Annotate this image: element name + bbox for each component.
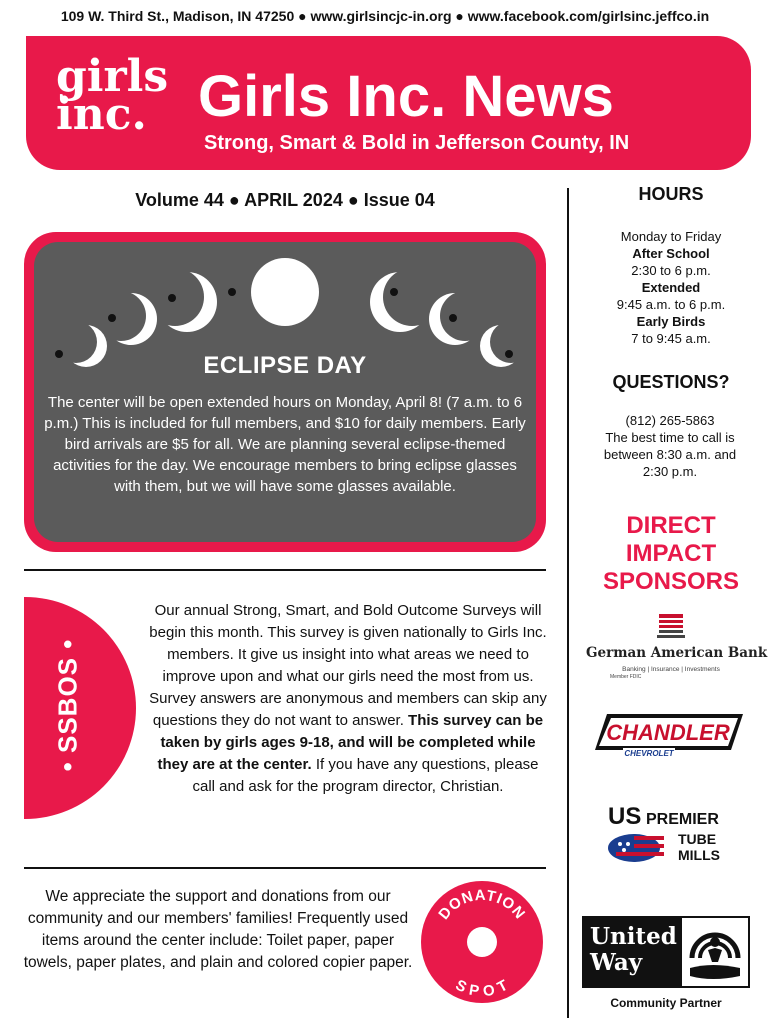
german-american-bank-logo [586, 612, 768, 680]
hours-early-time: 7 to 9:45 a.m. [631, 331, 711, 346]
eclipse-day-box [24, 232, 546, 552]
badge-bottom-text: SPOT [452, 976, 512, 1001]
hours-days: Monday to Friday [620, 229, 722, 244]
issue-line: Volume 44 ● APRIL 2024 ● Issue 04 [135, 190, 435, 210]
chandler-name: CHANDLER [606, 720, 730, 745]
ssbos-label: • SSBOS • [52, 638, 83, 772]
badge-center-icon [467, 927, 497, 957]
dot-icon [108, 314, 116, 322]
sponsors-heading-line1: DIRECT [626, 512, 716, 539]
questions-heading: QUESTIONS? [612, 372, 730, 392]
contact-line: 109 W. Third St., Madison, IN 47250 ● www.girlsincjc-in.org ● www.facebook.com/girlsinc.jeffco.in [60, 8, 710, 24]
gab-name: German American Bank [586, 645, 768, 661]
questions-section [576, 372, 766, 393]
united-way-hand-icon [682, 918, 748, 986]
flag-icon [608, 834, 664, 862]
ssbos-body-plain: Our annual Strong, Smart, and Bold Outcome Surveys will begin this month. This survey is given nationally to Girls Inc. members. It give us insight into what areas we need to improve upon and what our girls need the most from us. Survey answers are anonymous and members can skip any questions they do not want to answer. [149, 602, 547, 729]
donation-spot-badge [420, 880, 544, 1004]
hours-after-school-time: 2:30 to 6 p.m. [631, 263, 711, 278]
moon-crescent-4-icon [370, 272, 430, 332]
hours-list [576, 228, 766, 347]
sponsors-heading-line2: IMPACT [625, 540, 717, 567]
full-moon-icon [251, 258, 319, 326]
uw-wordmark [590, 924, 677, 976]
gab-fdic: Member FDIC [610, 674, 642, 680]
dot-icon [390, 288, 398, 296]
questions-phone: (812) 265-5863 [625, 413, 715, 428]
newsletter-title: Girls Inc. News [198, 64, 614, 129]
hours-after-school-label: After School [632, 246, 710, 261]
section-divider [24, 867, 546, 869]
us-premier-tube-mills-logo [606, 800, 736, 864]
sponsors-heading [576, 512, 766, 596]
sponsors-heading-line3: SPONSORS [602, 568, 740, 595]
us-line1: US [608, 803, 642, 830]
hours-section [576, 184, 766, 205]
hours-heading: HOURS [638, 184, 704, 204]
section-divider [24, 569, 546, 571]
uw-line2: Way [590, 949, 643, 976]
girls-inc-logo [56, 51, 176, 140]
bank-building-icon [651, 612, 691, 640]
questions-note: The best time to call is between 8:30 a.m. and 2:30 p.m. [603, 430, 737, 479]
us-line3: TUBE [678, 831, 717, 847]
chandler-sub: CHEVROLET [624, 749, 674, 758]
ssbos-body [148, 600, 548, 798]
moon-crescent-3-icon [157, 272, 217, 332]
eclipse-title: ECLIPSE DAY [203, 352, 367, 379]
logo-line-girls: girls [56, 51, 169, 102]
masthead-banner [26, 36, 751, 170]
gab-subline: Banking | Insurance | Investments [622, 666, 720, 673]
ssbos-body-end: If you have any questions, please call and ask for the program director, Christian. [192, 756, 539, 795]
eclipse-body: The center will be open extended hours on Monday, April 8! (7 a.m. to 6 p.m.) This is included for full members, and $10 for daily members. Early bird arrivals are $5 for all. We are planning several eclipse-themed activities for the day. We encourage members to bring eclipse glasses with them, but we will have some glasses available. [44, 394, 526, 495]
dot-icon [449, 314, 457, 322]
donation-body: We appreciate the support and donations from our community and our members' families! Frequently used items around the center include: Toilet paper, paper towels, paper plates, and plain and colored copier paper. [23, 888, 413, 971]
hours-extended-label: Extended [641, 280, 701, 295]
column-divider [567, 188, 569, 1018]
dot-icon [168, 294, 176, 302]
uw-line1: United [590, 923, 677, 950]
uw-partner-label: Community Partner [610, 996, 722, 1010]
eclipse-panel [34, 242, 536, 542]
ssbos-body-bold: This survey can be taken by girls ages 9-18, and will be completed while they are at the center. [157, 712, 544, 773]
dot-icon [228, 288, 236, 296]
logo-line-inc: inc. [56, 89, 147, 140]
us-line4: MILLS [678, 847, 720, 863]
hours-extended-time: 9:45 a.m. to 6 p.m. [616, 297, 726, 312]
hours-early-label: Early Birds [636, 314, 706, 329]
chandler-chevrolet-logo [593, 710, 745, 760]
badge-top-text: DONATION [435, 886, 529, 923]
us-line2: PREMIER [646, 811, 719, 828]
newsletter-tagline: Strong, Smart & Bold in Jefferson County, IN [204, 132, 630, 154]
united-way-logo [582, 916, 750, 988]
questions-info [590, 412, 750, 480]
